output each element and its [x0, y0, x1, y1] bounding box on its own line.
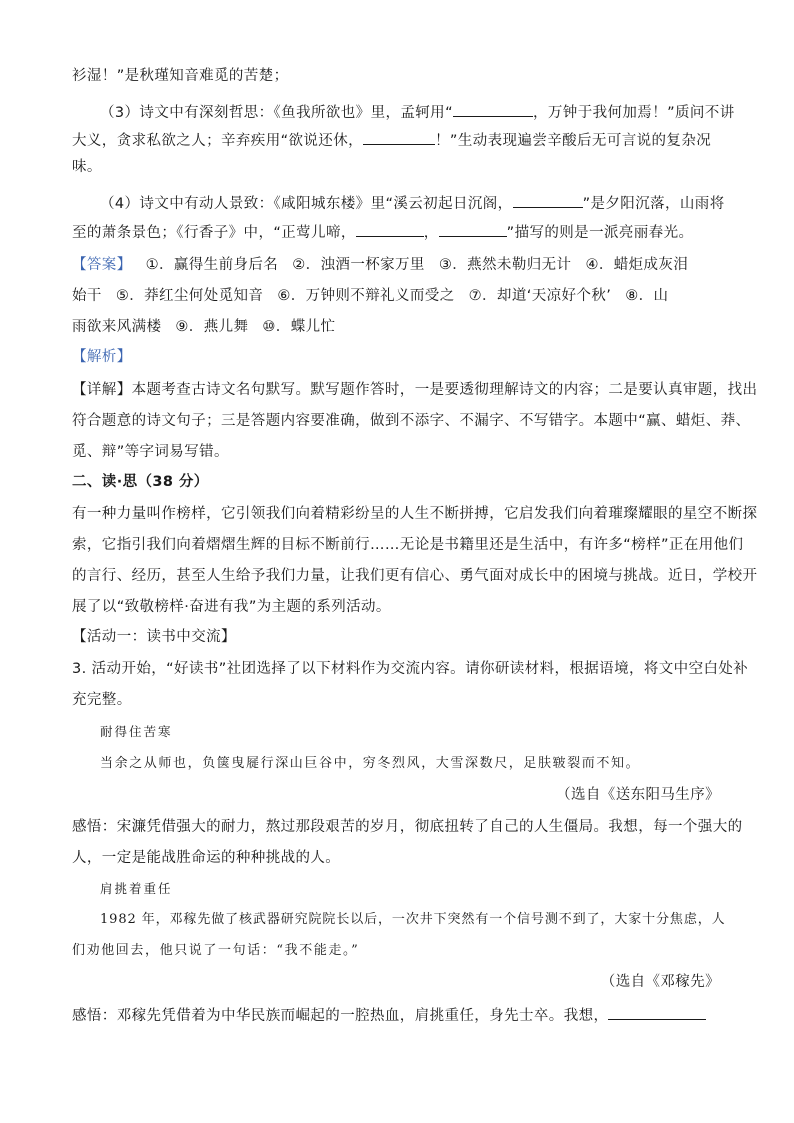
- answer-label: 【答案】: [72, 257, 132, 273]
- question-3-text-c: 大义，贪求私欲之人；辛弃疾用“欲说还休，: [72, 133, 364, 149]
- question-3-text-d: ！”生动表现遍尝辛酸后无可言说的复杂况: [435, 133, 712, 149]
- answer-line-3: [72, 318, 722, 336]
- question-4-text-e: ”描写的则是一派亮丽春光。: [506, 225, 694, 241]
- material-2-feeling-text: 感悟：邓稼先凭借着为中华民族而崛起的一腔热血，肩挑重任，身先士卒。我想，: [72, 1008, 609, 1024]
- analysis-line-2: 符合题意的诗文句子；三是答题内容要准确，做到不添字、不漏字、不写错字。本题中“赢、蜡炬、莽、: [72, 413, 751, 429]
- material-1-text: 当余之从师也，负箧曳屣行深山巨谷中，穷冬烈风，大雪深数尺，足肤皲裂而不知。: [100, 756, 641, 771]
- question-4-line-1: [100, 193, 750, 213]
- answer-item: ⑧．山: [625, 288, 669, 304]
- answer-item: 始干: [72, 288, 102, 304]
- material-2-source: （选自《邓稼先》: [600, 974, 720, 990]
- answer-blank: [453, 102, 533, 117]
- question-line-2: 充完整。: [72, 692, 132, 708]
- question-3-line-2: [72, 130, 722, 150]
- intro-line-1: 有一种力量叫作榜样，它引领我们向着精彩纷呈的人生不断拼搏，它启发我们向着璀璨耀眼的星空不断探: [72, 506, 758, 522]
- material-2-feeling: [72, 1005, 722, 1025]
- answer-item: ⑥．万钟则不辩礼义而受之: [277, 288, 455, 304]
- question-4-text-d: ，: [423, 225, 439, 241]
- intro-line-3: 的言行、经历，甚至人生给予我们力量，让我们更有信心、勇气面对成长中的困境与挑战。近日，学校开: [72, 568, 758, 584]
- question-3-text-b: ，万钟于我何加焉！”质问不讲: [533, 105, 735, 121]
- question-4-text-c: 至的萧条景色；《行香子》中，“正莺儿啼，: [72, 225, 356, 241]
- activity-heading: 【活动一：读书中交流】: [72, 629, 236, 645]
- answer-item: ④．蜡炬成灰泪: [585, 257, 689, 273]
- material-1-title: 耐得住苦寒: [100, 724, 173, 739]
- answer-item: ③．燕然未勒归无计: [438, 257, 572, 273]
- answer-blank: [439, 222, 507, 237]
- question-3-line-1: [100, 102, 750, 122]
- question-4-line-2: [72, 222, 722, 242]
- section-heading: 二、读·思（38 分）: [72, 474, 209, 490]
- analysis-label: 【解析】: [72, 349, 132, 365]
- intro-line-4: 展了以“致敬榜样·奋进有我”为主题的系列活动。: [72, 599, 391, 615]
- detail-text: 本题考查古诗文名句默写。默写题作答时，一是要透彻理解诗文的内容；二是要认真审题，找出: [131, 382, 758, 398]
- material-2-title: 肩挑着重任: [100, 881, 173, 896]
- analysis-line-3: 觅、辩”等字词易写错。: [72, 444, 229, 460]
- answer-line-1: [72, 256, 722, 274]
- answer-blank: [356, 222, 424, 237]
- answer-line-2: [72, 287, 722, 305]
- question-3-text-a: （3）诗文中有深刻哲思：《鱼我所欲也》里，孟轲用“: [100, 105, 453, 121]
- answer-blank: [363, 130, 435, 145]
- analysis-line-1: [72, 381, 758, 399]
- answer-item: ⑤．莽红尘何处觅知音: [115, 288, 264, 304]
- material-1-source: （选自《送东阳马生序》: [556, 787, 720, 803]
- answer-item: ②．浊酒一杯家万里: [292, 257, 425, 273]
- answer-item: ⑨．燕儿舞: [175, 319, 249, 335]
- intro-line-2: 索，它指引我们向着熠熠生辉的目标不断前行……无论是书籍里还是生活中，有许多“榜样”正在用他们: [72, 537, 744, 553]
- answer-item: 雨欲来风满楼: [72, 319, 162, 335]
- question-4-text-a: （4）诗文中有动人景致：《咸阳城东楼》里“溪云初起日沉阁，: [100, 196, 513, 212]
- question-3-line-3: 味。: [72, 159, 102, 175]
- question-line-1: 3. 活动开始，“好读书”社团选择了以下材料作为交流内容。请你研读材料，根据语境，将文中空白处补: [72, 661, 749, 677]
- question-4-text-b: ”是夕阳沉落，山雨将: [582, 196, 725, 212]
- answer-blank: [608, 1005, 706, 1020]
- material-1-feeling-1: 感悟：宋濂凭借强大的耐力，熬过那段艰苦的岁月，彻底扭转了自己的人生僵局。我想，每一个强大的: [72, 819, 743, 835]
- answer-item: ①．赢得生前身后名: [145, 257, 279, 273]
- poem-line-1: 衫湿！”是秋瑾知音难觅的苦楚；: [72, 68, 289, 84]
- answer-item: ⑦．却道‘天凉好个秋’: [468, 288, 612, 304]
- material-2-text-2: 们劝他回去，他只说了一句话：“我不能走。”: [72, 943, 360, 958]
- detail-label: 【详解】: [72, 382, 132, 398]
- answer-item: ⑩．蝶儿忙: [262, 319, 336, 335]
- material-2-text-1: 1982 年，邓稼先做了核武器研究院院长以后，一次井下突然有一个信号测不到了，大家十分焦虑，人: [100, 912, 726, 927]
- answer-blank: [513, 193, 583, 208]
- material-1-feeling-2: 人，一定是能战胜命运的种种挑战的人。: [72, 850, 341, 866]
